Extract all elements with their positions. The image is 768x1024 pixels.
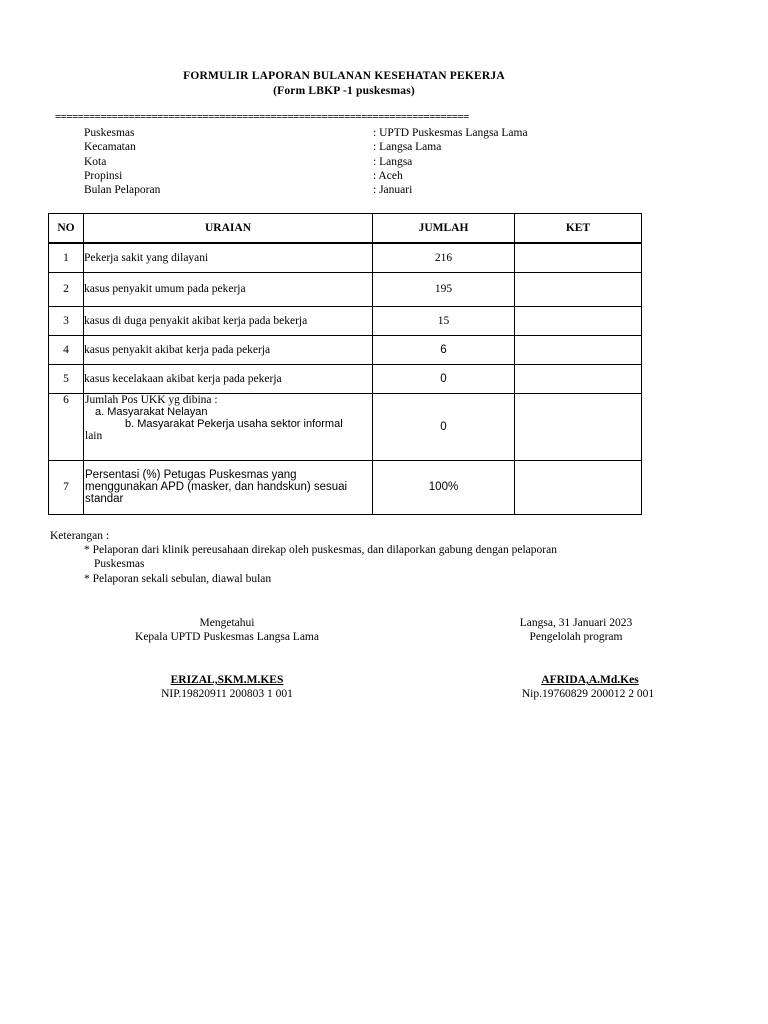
- header-no: NO: [49, 214, 84, 244]
- row-jumlah: 216: [373, 243, 515, 272]
- row-jumlah: 0: [373, 393, 515, 460]
- form-subtitle: (Form LBKP -1 puskesmas): [273, 85, 415, 97]
- info-value-bulan: : Januari: [373, 184, 413, 196]
- row-uraian: [84, 460, 373, 514]
- separator-line: =========================================================================: [55, 111, 469, 123]
- uraian-line: b. Masyarakat Pekerja usaha sektor informal: [125, 417, 343, 430]
- uraian-line: standar: [85, 493, 124, 505]
- table-row: [49, 364, 642, 393]
- header-jumlah: JUMLAH: [373, 214, 515, 244]
- row-uraian: kasus penyakit akibat kerja pada pekerja: [84, 335, 373, 364]
- signature-left-name: ERIZAL,SKM.M.KES: [170, 674, 284, 686]
- info-value-kota: : Langsa: [373, 156, 413, 168]
- header-ket: KET: [515, 214, 642, 244]
- header-uraian: URAIAN: [84, 214, 373, 244]
- signature-left-nip: NIP.19820911 200803 1 001: [161, 688, 293, 700]
- row-uraian: kasus penyakit umum pada pekerja: [84, 272, 373, 306]
- row-no: 3: [49, 306, 84, 335]
- report-table: [48, 213, 642, 515]
- row-ket: [515, 460, 642, 514]
- table-header-row: [49, 214, 642, 244]
- row-no: 1: [49, 243, 84, 272]
- row-ket: [515, 335, 642, 364]
- note-item: * Pelaporan sekali sebulan, diawal bulan: [84, 573, 272, 585]
- row-jumlah: 0: [373, 364, 515, 393]
- row-ket: [515, 306, 642, 335]
- row-jumlah: 15: [373, 306, 515, 335]
- row-uraian: kasus kecelakaan akibat kerja pada pekerja: [84, 364, 373, 393]
- info-label-puskesmas: Puskesmas: [84, 127, 135, 139]
- uraian-line: Persentasi (%) Petugas Puskesmas yang: [85, 469, 297, 481]
- info-label-kota: Kota: [84, 156, 107, 168]
- row-no: 4: [49, 335, 84, 364]
- table-row: [49, 306, 642, 335]
- row-no: 7: [49, 460, 84, 514]
- row-jumlah: 100%: [373, 460, 515, 514]
- info-value-puskesmas: : UPTD Puskesmas Langsa Lama: [373, 127, 528, 139]
- row-ket: [515, 393, 642, 460]
- row-uraian: [84, 393, 373, 460]
- uraian-line: menggunakan APD (masker, dan handskun) sesuai: [85, 481, 348, 493]
- signature-left-title: Kepala UPTD Puskesmas Langsa Lama: [135, 631, 319, 643]
- row-ket: [515, 364, 642, 393]
- row-jumlah: 6: [373, 335, 515, 364]
- table-row: [49, 460, 642, 514]
- signature-right-title: Pengelolah program: [529, 631, 623, 643]
- row-no: 2: [49, 272, 84, 306]
- uraian-line: a. Masyarakat Nelayan: [95, 405, 208, 418]
- uraian-line: Jumlah Pos UKK yg dibina :: [85, 393, 218, 406]
- row-no: 6: [49, 393, 84, 460]
- uraian-line: lain: [85, 429, 103, 442]
- form-title: FORMULIR LAPORAN BULANAN KESEHATAN PEKERJA: [183, 70, 505, 82]
- info-label-kecamatan: Kecamatan: [84, 141, 136, 153]
- row-uraian: Pekerja sakit yang dilayani: [84, 243, 373, 272]
- info-label-propinsi: Propinsi: [84, 170, 123, 182]
- info-value-kecamatan: : Langsa Lama: [373, 141, 442, 153]
- row-jumlah: 195: [373, 272, 515, 306]
- row-ket: [515, 243, 642, 272]
- notes-heading: Keterangan :: [50, 530, 110, 542]
- table-row: [49, 335, 642, 364]
- signature-right-nip: Nip.19760829 200012 2 001: [521, 688, 655, 700]
- info-value-propinsi: : Aceh: [373, 170, 403, 182]
- row-no: 5: [49, 364, 84, 393]
- row-uraian: kasus di duga penyakit akibat kerja pada bekerja: [84, 306, 373, 335]
- info-label-bulan: Bulan Pelaporan: [84, 184, 161, 196]
- signature-left-heading: Mengetahui: [199, 617, 255, 629]
- row-ket: [515, 272, 642, 306]
- table-row: [49, 393, 642, 460]
- table-row: [49, 243, 642, 272]
- table-row: [49, 272, 642, 306]
- note-item: * Pelaporan dari klinik pereusahaan direkap oleh puskesmas, dan dilaporkan gabung dengan pelaporan: [84, 544, 557, 556]
- signature-right-date: Langsa, 31 Januari 2023: [519, 617, 633, 629]
- signature-right-name: AFRIDA,A.Md.Kes: [541, 674, 639, 686]
- note-item-continued: Puskesmas: [94, 558, 145, 570]
